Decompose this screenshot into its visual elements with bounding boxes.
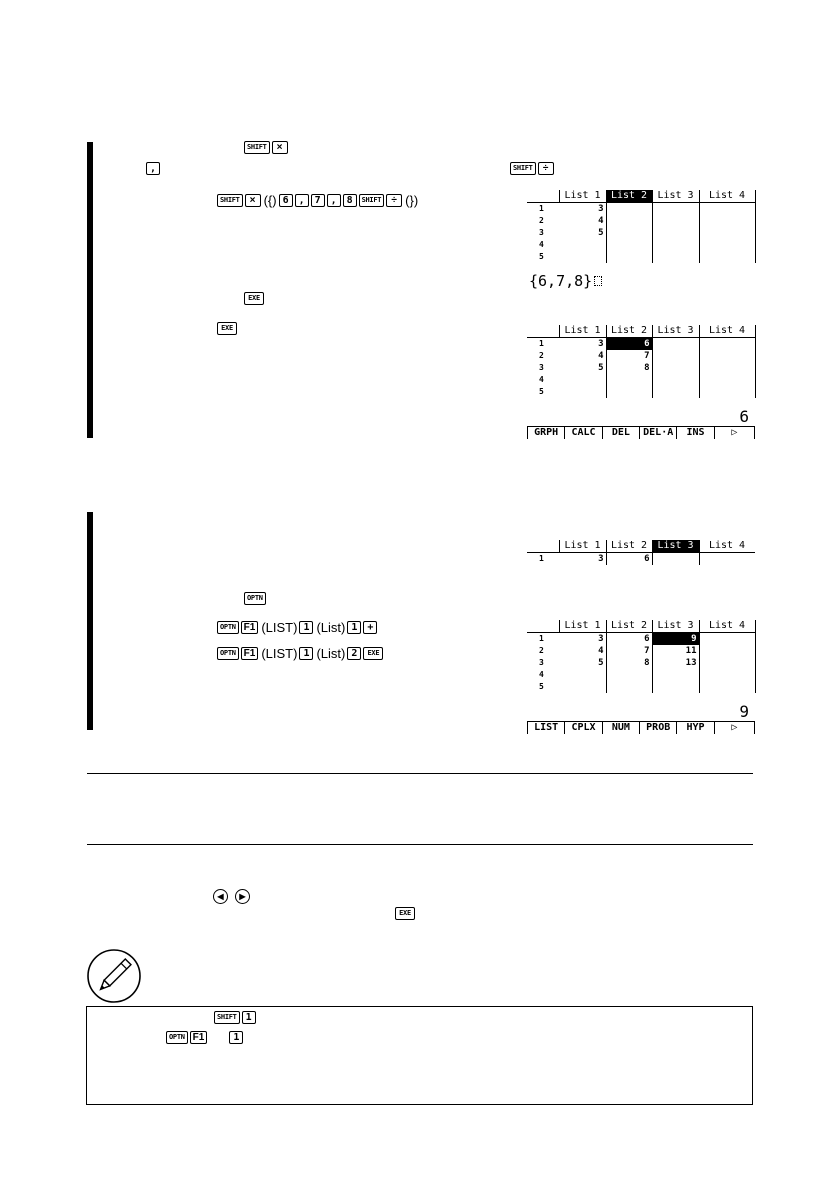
menu-grph: GRPH bbox=[527, 426, 564, 439]
screen-d-function-menu bbox=[527, 721, 755, 734]
list2-cell bbox=[606, 374, 652, 386]
menu-hyp: HYP bbox=[676, 721, 713, 734]
cursor-keys-line bbox=[213, 889, 252, 904]
note-pencil-icon bbox=[86, 948, 142, 1004]
left-arrow-key: ◀ bbox=[213, 889, 228, 904]
menu-del-all: DEL·A bbox=[639, 426, 676, 439]
menu-del: DEL bbox=[602, 426, 639, 439]
list2-cell-selected: 6 bbox=[606, 338, 652, 351]
exe-key: EXE bbox=[363, 647, 383, 660]
screen-d-row bbox=[527, 645, 755, 657]
one-key: 1 bbox=[299, 647, 313, 660]
screen-a bbox=[527, 190, 755, 288]
menu-prob: PROB bbox=[639, 721, 676, 734]
list1-cell: 5 bbox=[559, 362, 606, 374]
step1-margin-bar bbox=[87, 142, 93, 438]
f1-key: F1 bbox=[241, 621, 259, 634]
shift-key: SHIFT bbox=[214, 1011, 240, 1024]
list-func-label: (List) bbox=[316, 646, 346, 661]
screen-c-table bbox=[527, 540, 755, 565]
screen-c-header-2: List 2 bbox=[606, 540, 652, 553]
eight-key: 8 bbox=[343, 194, 357, 207]
screen-d-table bbox=[527, 620, 756, 693]
screen-d-value: 9 bbox=[739, 702, 749, 721]
step1-keyline-5 bbox=[217, 322, 239, 335]
row-number: 3 bbox=[539, 363, 544, 372]
screen-c-header-4: List 4 bbox=[699, 540, 755, 553]
one-key: 1 bbox=[347, 621, 361, 634]
note-line-1-keys bbox=[214, 1011, 258, 1024]
row-number: 5 bbox=[539, 682, 544, 691]
screen-d-header-2: List 2 bbox=[606, 620, 652, 633]
screen-a-entry-text: {6,7,8} bbox=[529, 272, 593, 290]
step2-margin-bar bbox=[87, 512, 93, 730]
optn-key: OPTN bbox=[244, 592, 266, 605]
step1-keyline-1 bbox=[244, 141, 290, 154]
screen-d-row bbox=[527, 657, 755, 669]
row-number: 3 bbox=[539, 228, 544, 237]
screen-c-row bbox=[527, 553, 755, 566]
menu-ins: INS bbox=[676, 426, 713, 439]
row-number: 3 bbox=[539, 658, 544, 667]
screen-d-row bbox=[527, 633, 755, 646]
list1-cell: 3 bbox=[559, 553, 606, 566]
screen-b-row bbox=[527, 350, 755, 362]
list1-cell: 4 bbox=[559, 350, 606, 362]
list2-cell bbox=[606, 669, 652, 681]
list1-cell: 3 bbox=[559, 633, 606, 646]
one-key: 1 bbox=[242, 1011, 256, 1024]
row-number: 1 bbox=[539, 339, 544, 348]
exe-key-line bbox=[395, 907, 417, 920]
row-number: 1 bbox=[539, 634, 544, 643]
step1-keyline-2-right bbox=[510, 162, 556, 175]
screen-d-header-4: List 4 bbox=[699, 620, 755, 633]
f1-key: F1 bbox=[241, 647, 259, 660]
section-rule-bottom bbox=[87, 844, 753, 845]
section-rule-top bbox=[87, 773, 753, 774]
six-key: 6 bbox=[279, 194, 293, 207]
screen-a-row bbox=[527, 251, 755, 263]
list2-cell: 7 bbox=[606, 350, 652, 362]
list3-cell: 13 bbox=[652, 657, 699, 669]
menu-cplx: CPLX bbox=[564, 721, 601, 734]
menu-num: NUM bbox=[602, 721, 639, 734]
screen-d-header-1: List 1 bbox=[559, 620, 606, 633]
one-key: 1 bbox=[299, 621, 313, 634]
list2-cell bbox=[606, 386, 652, 398]
shift-key: SHIFT bbox=[359, 194, 385, 207]
list2-cell: 7 bbox=[606, 645, 652, 657]
list1-cell bbox=[559, 239, 606, 251]
screen-a-header-2: List 2 bbox=[606, 190, 652, 203]
screen-b bbox=[527, 325, 755, 440]
screen-b-row bbox=[527, 386, 755, 398]
screen-b-header-1: List 1 bbox=[559, 325, 606, 338]
menu-next: ▷ bbox=[714, 721, 755, 734]
list2-cell: 6 bbox=[606, 633, 652, 646]
list-func-label: (List) bbox=[316, 620, 346, 635]
right-arrow-key: ▶ bbox=[235, 889, 250, 904]
menu-calc: CALC bbox=[564, 426, 601, 439]
list3-cell: 11 bbox=[652, 645, 699, 657]
divide-key: ÷ bbox=[386, 194, 402, 207]
screen-a-header-1: List 1 bbox=[559, 190, 606, 203]
list1-cell bbox=[559, 669, 606, 681]
list-label: (LIST) bbox=[261, 620, 298, 635]
screen-b-row bbox=[527, 374, 755, 386]
shift-key: SHIFT bbox=[217, 194, 243, 207]
shift-key: SHIFT bbox=[244, 141, 270, 154]
close-brace-label: (}) bbox=[405, 193, 419, 208]
list1-cell bbox=[559, 374, 606, 386]
screen-a-row bbox=[527, 203, 755, 216]
list1-cell: 3 bbox=[559, 338, 606, 351]
menu-next: ▷ bbox=[714, 426, 755, 439]
screen-b-row bbox=[527, 338, 755, 351]
shift-key: SHIFT bbox=[510, 162, 536, 175]
exe-key: EXE bbox=[217, 322, 237, 335]
screen-b-header-4: List 4 bbox=[699, 325, 755, 338]
screen-a-entry-line bbox=[529, 272, 602, 290]
list1-cell: 4 bbox=[559, 645, 606, 657]
list3-cell-selected: 9 bbox=[652, 633, 699, 646]
screen-d bbox=[527, 620, 755, 735]
list1-cell: 4 bbox=[559, 215, 606, 227]
screen-b-value: 6 bbox=[739, 407, 749, 426]
note-line-2-keys bbox=[166, 1031, 245, 1044]
open-brace-label: ({) bbox=[263, 193, 277, 208]
f1-key: F1 bbox=[190, 1031, 208, 1044]
row-number: 5 bbox=[539, 252, 544, 261]
screen-d-row bbox=[527, 681, 755, 693]
cursor-icon bbox=[594, 276, 602, 286]
row-number: 4 bbox=[539, 375, 544, 384]
seven-key: 7 bbox=[311, 194, 325, 207]
optn-key: OPTN bbox=[166, 1031, 188, 1044]
row-number: 2 bbox=[539, 351, 544, 360]
screen-b-row bbox=[527, 362, 755, 374]
screen-a-row bbox=[527, 227, 755, 239]
plus-key: + bbox=[363, 621, 377, 634]
list1-cell bbox=[559, 386, 606, 398]
step1-keyline-4 bbox=[244, 292, 266, 305]
exe-key: EXE bbox=[395, 907, 415, 920]
step2-keyline-2 bbox=[217, 620, 379, 635]
screen-c bbox=[527, 540, 755, 568]
note-box bbox=[86, 1006, 753, 1105]
row-number: 4 bbox=[539, 670, 544, 679]
menu-list: LIST bbox=[527, 721, 564, 734]
divide-key: ÷ bbox=[538, 162, 554, 175]
row-number: 2 bbox=[539, 216, 544, 225]
screen-b-function-menu bbox=[527, 426, 755, 439]
screen-a-table bbox=[527, 190, 756, 263]
screen-b-header-2: List 2 bbox=[606, 325, 652, 338]
row-number: 2 bbox=[539, 646, 544, 655]
row-number: 5 bbox=[539, 387, 544, 396]
list1-cell: 5 bbox=[559, 657, 606, 669]
step2-keyline-3 bbox=[217, 646, 385, 661]
comma-key: , bbox=[146, 162, 160, 175]
screen-a-row bbox=[527, 215, 755, 227]
optn-key: OPTN bbox=[217, 621, 239, 634]
comma-key: , bbox=[295, 194, 309, 207]
list3-cell bbox=[652, 681, 699, 693]
row-number: 1 bbox=[539, 204, 544, 213]
step1-keyline-3 bbox=[217, 193, 420, 208]
exe-key: EXE bbox=[244, 292, 264, 305]
screen-a-header-4: List 4 bbox=[699, 190, 755, 203]
screen-d-header-3: List 3 bbox=[652, 620, 699, 633]
list2-cell: 8 bbox=[606, 362, 652, 374]
screen-d-row bbox=[527, 669, 755, 681]
list2-cell bbox=[606, 681, 652, 693]
screen-c-header-3: List 3 bbox=[652, 540, 699, 553]
optn-key: OPTN bbox=[217, 647, 239, 660]
list-label: (LIST) bbox=[261, 646, 298, 661]
list2-cell: 8 bbox=[606, 657, 652, 669]
screen-b-table bbox=[527, 325, 756, 398]
list3-cell bbox=[652, 669, 699, 681]
screen-a-header-3: List 3 bbox=[652, 190, 699, 203]
list1-cell: 5 bbox=[559, 227, 606, 239]
two-key: 2 bbox=[347, 647, 361, 660]
list1-cell: 3 bbox=[559, 203, 606, 216]
row-number: 1 bbox=[539, 554, 544, 563]
screen-a-row bbox=[527, 239, 755, 251]
list2-cell: 6 bbox=[606, 553, 652, 566]
multiply-key: × bbox=[272, 141, 288, 154]
step2-keyline-1 bbox=[244, 592, 268, 605]
step1-keyline-2 bbox=[146, 162, 162, 175]
one-key: 1 bbox=[229, 1031, 243, 1044]
screen-b-header-3: List 3 bbox=[652, 325, 699, 338]
screen-c-header-1: List 1 bbox=[559, 540, 606, 553]
row-number: 4 bbox=[539, 240, 544, 249]
comma-key: , bbox=[327, 194, 341, 207]
list1-cell bbox=[559, 681, 606, 693]
multiply-key: × bbox=[245, 194, 261, 207]
